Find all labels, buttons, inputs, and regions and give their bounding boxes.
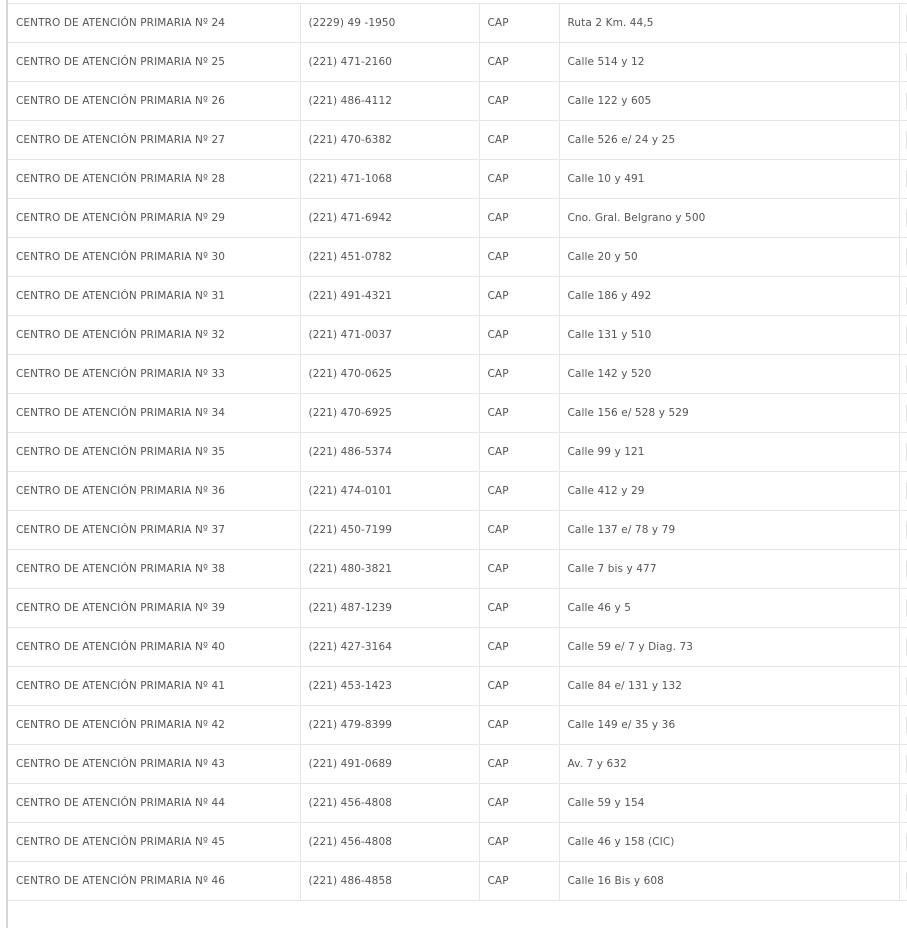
- table-row: [8, 550, 907, 589]
- center-name-cell: CENTRO DE ATENCIÓN PRIMARIA Nº 30: [8, 238, 300, 277]
- center-name-cell: CENTRO DE ATENCIÓN PRIMARIA Nº 31: [8, 277, 300, 316]
- phone-cell: (221) 471-6942: [300, 199, 479, 238]
- phone-cell: (221) 471-0037: [300, 316, 479, 355]
- table-row: [8, 745, 907, 784]
- type-cell: CAP: [479, 43, 559, 82]
- phone-cell: (221) 486-5374: [300, 433, 479, 472]
- table-row: [8, 316, 907, 355]
- address-cell: Calle 59 y 154: [559, 784, 899, 823]
- type-cell: CAP: [479, 628, 559, 667]
- table-row: [8, 511, 907, 550]
- row-action-cell[interactable]: [899, 550, 907, 589]
- table-row: [8, 355, 907, 394]
- row-action-cell[interactable]: [899, 199, 907, 238]
- row-action-cell[interactable]: [899, 355, 907, 394]
- phone-cell: (221) 474-0101: [300, 472, 479, 511]
- phone-cell: (221) 479-8399: [300, 706, 479, 745]
- address-cell: Calle 122 y 605: [559, 82, 899, 121]
- center-name-cell: CENTRO DE ATENCIÓN PRIMARIA Nº 37: [8, 511, 300, 550]
- phone-cell: (221) 453-1423: [300, 667, 479, 706]
- table-row: [8, 862, 907, 901]
- table-row: [8, 82, 907, 121]
- phone-cell: (221) 451-0782: [300, 238, 479, 277]
- row-action-cell[interactable]: [899, 394, 907, 433]
- address-cell: Calle 137 e/ 78 y 79: [559, 511, 899, 550]
- row-action-cell[interactable]: [899, 589, 907, 628]
- row-action-cell[interactable]: [899, 238, 907, 277]
- address-cell: Calle 514 y 12: [559, 43, 899, 82]
- row-action-cell[interactable]: [899, 43, 907, 82]
- type-cell: CAP: [479, 277, 559, 316]
- type-cell: CAP: [479, 355, 559, 394]
- phone-cell: (221) 456-4808: [300, 784, 479, 823]
- row-action-cell[interactable]: [899, 511, 907, 550]
- table-row: [8, 199, 907, 238]
- address-cell: Ruta 2 Km. 44,5: [559, 4, 899, 43]
- center-name-cell: CENTRO DE ATENCIÓN PRIMARIA Nº 24: [8, 4, 300, 43]
- row-action-cell[interactable]: [899, 316, 907, 355]
- type-cell: CAP: [479, 121, 559, 160]
- table-row: [8, 472, 907, 511]
- center-name-cell: CENTRO DE ATENCIÓN PRIMARIA Nº 43: [8, 745, 300, 784]
- center-name-cell: CENTRO DE ATENCIÓN PRIMARIA Nº 35: [8, 433, 300, 472]
- row-action-cell[interactable]: [899, 784, 907, 823]
- type-cell: CAP: [479, 550, 559, 589]
- row-action-cell[interactable]: [899, 277, 907, 316]
- table-row: [8, 823, 907, 862]
- table-row: [8, 433, 907, 472]
- row-action-cell[interactable]: [899, 433, 907, 472]
- table-row: [8, 121, 907, 160]
- phone-cell: (221) 470-6925: [300, 394, 479, 433]
- address-cell: Calle 131 y 510: [559, 316, 899, 355]
- address-cell: Calle 20 y 50: [559, 238, 899, 277]
- address-cell: Calle 46 y 5: [559, 589, 899, 628]
- health-centers-table: [8, 3, 907, 901]
- type-cell: CAP: [479, 589, 559, 628]
- center-name-cell: CENTRO DE ATENCIÓN PRIMARIA Nº 29: [8, 199, 300, 238]
- type-cell: CAP: [479, 394, 559, 433]
- table-row: [8, 277, 907, 316]
- row-action-cell[interactable]: [899, 4, 907, 43]
- phone-cell: (221) 427-3164: [300, 628, 479, 667]
- row-action-cell[interactable]: [899, 745, 907, 784]
- phone-cell: (221) 480-3821: [300, 550, 479, 589]
- center-name-cell: CENTRO DE ATENCIÓN PRIMARIA Nº 41: [8, 667, 300, 706]
- row-action-cell[interactable]: [899, 121, 907, 160]
- table-row: [8, 4, 907, 43]
- type-cell: CAP: [479, 823, 559, 862]
- center-name-cell: CENTRO DE ATENCIÓN PRIMARIA Nº 26: [8, 82, 300, 121]
- center-name-cell: CENTRO DE ATENCIÓN PRIMARIA Nº 46: [8, 862, 300, 901]
- type-cell: CAP: [479, 433, 559, 472]
- type-cell: CAP: [479, 4, 559, 43]
- phone-cell: (221) 471-2160: [300, 43, 479, 82]
- address-cell: Av. 7 y 632: [559, 745, 899, 784]
- center-name-cell: CENTRO DE ATENCIÓN PRIMARIA Nº 28: [8, 160, 300, 199]
- phone-cell: (221) 471-1068: [300, 160, 479, 199]
- center-name-cell: CENTRO DE ATENCIÓN PRIMARIA Nº 33: [8, 355, 300, 394]
- table-row: [8, 628, 907, 667]
- row-action-cell[interactable]: [899, 706, 907, 745]
- type-cell: CAP: [479, 745, 559, 784]
- table-row: [8, 784, 907, 823]
- address-cell: Calle 526 e/ 24 y 25: [559, 121, 899, 160]
- address-cell: Calle 59 e/ 7 y Diag. 73: [559, 628, 899, 667]
- center-name-cell: CENTRO DE ATENCIÓN PRIMARIA Nº 34: [8, 394, 300, 433]
- center-name-cell: CENTRO DE ATENCIÓN PRIMARIA Nº 38: [8, 550, 300, 589]
- address-cell: Calle 142 y 520: [559, 355, 899, 394]
- table-row: [8, 160, 907, 199]
- table-row: [8, 667, 907, 706]
- type-cell: CAP: [479, 511, 559, 550]
- center-name-cell: CENTRO DE ATENCIÓN PRIMARIA Nº 42: [8, 706, 300, 745]
- type-cell: CAP: [479, 862, 559, 901]
- row-action-cell[interactable]: [899, 823, 907, 862]
- address-cell: Calle 99 y 121: [559, 433, 899, 472]
- address-cell: Calle 412 y 29: [559, 472, 899, 511]
- phone-cell: (221) 491-0689: [300, 745, 479, 784]
- table-row: [8, 43, 907, 82]
- row-action-cell[interactable]: [899, 472, 907, 511]
- address-cell: Calle 7 bis y 477: [559, 550, 899, 589]
- center-name-cell: CENTRO DE ATENCIÓN PRIMARIA Nº 45: [8, 823, 300, 862]
- address-cell: Calle 84 e/ 131 y 132: [559, 667, 899, 706]
- health-centers-table-container: [6, 0, 907, 928]
- table-row: [8, 706, 907, 745]
- table-body: [8, 4, 907, 901]
- center-name-cell: CENTRO DE ATENCIÓN PRIMARIA Nº 40: [8, 628, 300, 667]
- phone-cell: (221) 486-4858: [300, 862, 479, 901]
- type-cell: CAP: [479, 706, 559, 745]
- address-cell: Cno. Gral. Belgrano y 500: [559, 199, 899, 238]
- address-cell: Calle 16 Bis y 608: [559, 862, 899, 901]
- address-cell: Calle 186 y 492: [559, 277, 899, 316]
- table-row: [8, 394, 907, 433]
- row-action-cell[interactable]: [899, 862, 907, 901]
- type-cell: CAP: [479, 784, 559, 823]
- center-name-cell: CENTRO DE ATENCIÓN PRIMARIA Nº 39: [8, 589, 300, 628]
- address-cell: Calle 46 y 158 (CIC): [559, 823, 899, 862]
- type-cell: CAP: [479, 316, 559, 355]
- phone-cell: (221) 470-0625: [300, 355, 479, 394]
- type-cell: CAP: [479, 667, 559, 706]
- address-cell: Calle 10 y 491: [559, 160, 899, 199]
- center-name-cell: CENTRO DE ATENCIÓN PRIMARIA Nº 27: [8, 121, 300, 160]
- type-cell: CAP: [479, 160, 559, 199]
- phone-cell: (221) 486-4112: [300, 82, 479, 121]
- address-cell: Calle 156 e/ 528 y 529: [559, 394, 899, 433]
- phone-cell: (2229) 49 -1950: [300, 4, 479, 43]
- row-action-cell[interactable]: [899, 82, 907, 121]
- table-row: [8, 238, 907, 277]
- type-cell: CAP: [479, 199, 559, 238]
- type-cell: CAP: [479, 82, 559, 121]
- center-name-cell: CENTRO DE ATENCIÓN PRIMARIA Nº 44: [8, 784, 300, 823]
- center-name-cell: CENTRO DE ATENCIÓN PRIMARIA Nº 36: [8, 472, 300, 511]
- row-action-cell[interactable]: [899, 160, 907, 199]
- table-row: [8, 589, 907, 628]
- phone-cell: (221) 456-4808: [300, 823, 479, 862]
- center-name-cell: CENTRO DE ATENCIÓN PRIMARIA Nº 32: [8, 316, 300, 355]
- phone-cell: (221) 450-7199: [300, 511, 479, 550]
- row-action-cell[interactable]: [899, 667, 907, 706]
- row-action-cell[interactable]: [899, 628, 907, 667]
- address-cell: Calle 149 e/ 35 y 36: [559, 706, 899, 745]
- phone-cell: (221) 470-6382: [300, 121, 479, 160]
- phone-cell: (221) 491-4321: [300, 277, 479, 316]
- type-cell: CAP: [479, 472, 559, 511]
- phone-cell: (221) 487-1239: [300, 589, 479, 628]
- center-name-cell: CENTRO DE ATENCIÓN PRIMARIA Nº 25: [8, 43, 300, 82]
- type-cell: CAP: [479, 238, 559, 277]
